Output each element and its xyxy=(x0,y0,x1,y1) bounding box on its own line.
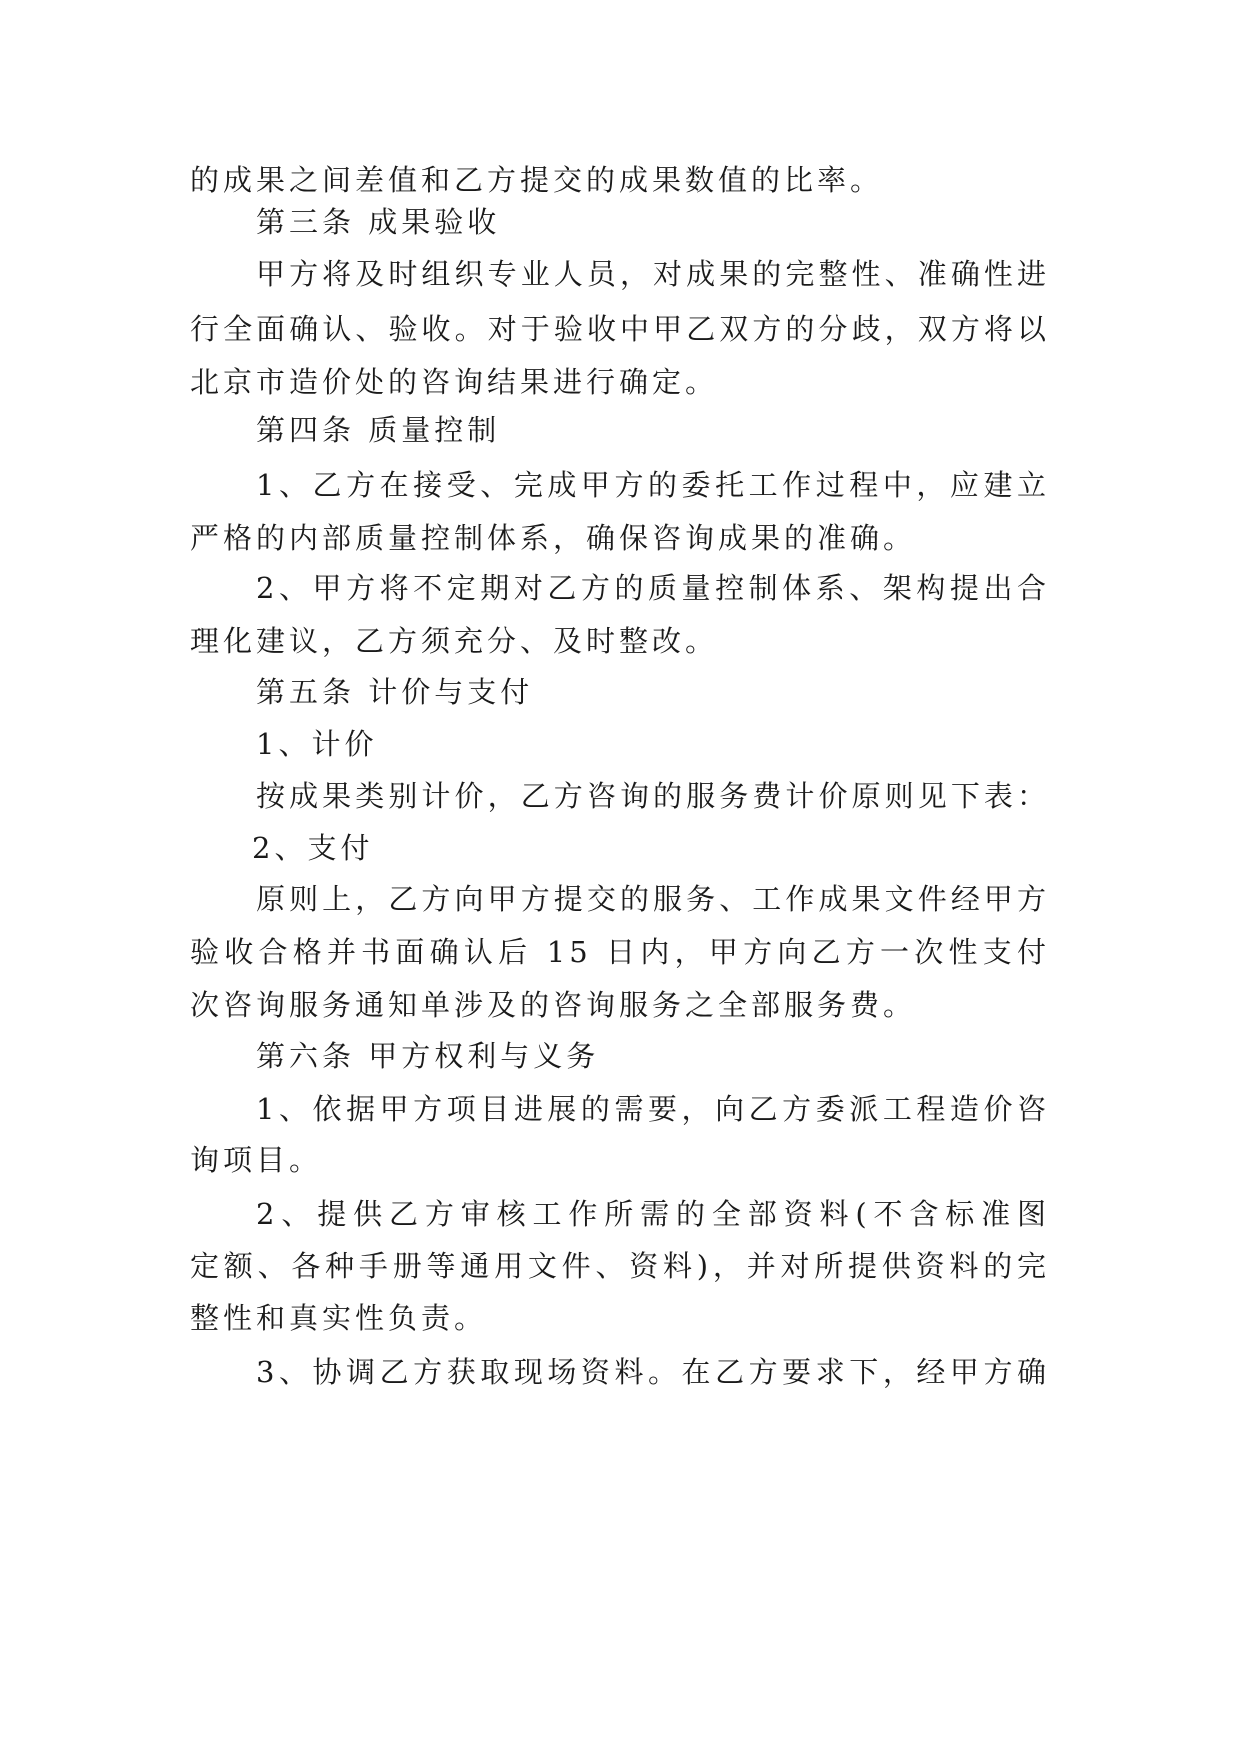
text-line: 定额、各种手册等通用文件、资料)，并对所提供资料的完 xyxy=(190,1249,1050,1283)
text-line: 严格的内部质量控制体系，确保咨询成果的准确。 xyxy=(190,521,917,555)
text-line: 3、协调乙方获取现场资料。在乙方要求下，经甲方确 xyxy=(256,1355,1050,1389)
text-line: 北京市造价处的咨询结果进行确定。 xyxy=(190,365,719,399)
text-line: 询项目。 xyxy=(190,1143,323,1177)
text-line: 2、提供乙方审核工作所需的全部资料(不含标准图 xyxy=(256,1197,1050,1231)
section-heading: 第五条 计价与支付 xyxy=(256,675,534,709)
text-line: 原则上，乙方向甲方提交的服务、工作成果文件经甲方 xyxy=(256,882,1050,916)
text-line: 1、依据甲方项目进展的需要，向乙方委派工程造价咨 xyxy=(256,1092,1050,1126)
text-line: 理化建议，乙方须充分、及时整改。 xyxy=(190,624,719,658)
text-line: 行全面确认、验收。对于验收中甲乙双方的分歧，双方将以 xyxy=(190,312,1050,346)
text-line: 次咨询服务通知单涉及的咨询服务之全部服务费。 xyxy=(190,988,917,1022)
text-line: 按成果类别计价，乙方咨询的服务费计价原则见下表： xyxy=(256,779,1050,813)
text-line: 2、支付 xyxy=(252,831,374,865)
text-line: 1、计价 xyxy=(256,727,378,761)
text-line: 验收合格并书面确认后 15 日内，甲方向乙方一次性支付 xyxy=(190,935,1050,969)
text-line: 2、甲方将不定期对乙方的质量控制体系、架构提出合 xyxy=(256,571,1050,605)
section-heading: 第四条 质量控制 xyxy=(256,413,501,447)
section-heading: 第三条 成果验收 xyxy=(256,205,501,239)
section-heading: 第六条 甲方权利与义务 xyxy=(256,1039,600,1073)
text-line: 的成果之间差值和乙方提交的成果数值的比率。 xyxy=(190,163,884,197)
text-line: 1、乙方在接受、完成甲方的委托工作过程中，应建立 xyxy=(256,468,1050,502)
text-line: 整性和真实性负责。 xyxy=(190,1301,488,1335)
text-line: 甲方将及时组织专业人员，对成果的完整性、准确性进 xyxy=(256,257,1050,291)
